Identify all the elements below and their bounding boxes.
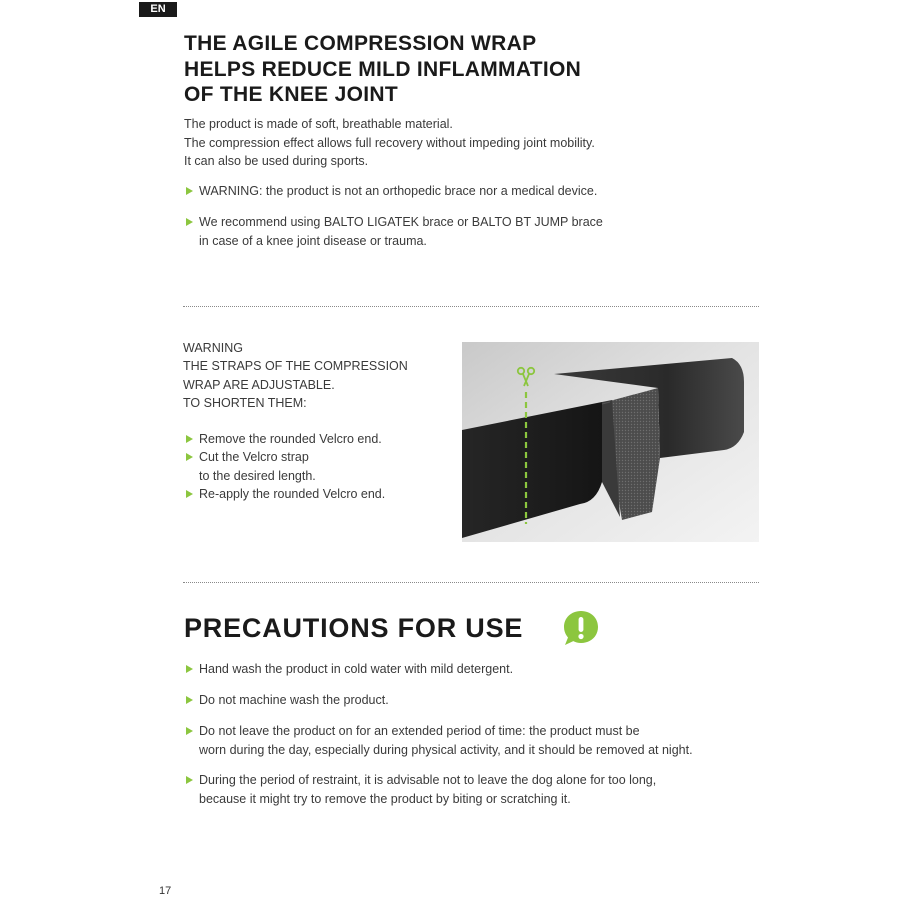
step-line: Re-apply the rounded Velcro end. bbox=[199, 487, 386, 501]
exclamation-icon bbox=[562, 609, 600, 647]
title-line: THE AGILE COMPRESSION WRAP bbox=[184, 32, 537, 55]
title-line: HELPS REDUCE MILD INFLAMMATION bbox=[184, 57, 582, 81]
strap-step bbox=[186, 485, 385, 504]
precaution-item bbox=[186, 660, 513, 679]
item-line: because it might try to remove the product by biting or scratching it. bbox=[199, 791, 571, 806]
step-line: Remove the rounded Velcro end. bbox=[199, 432, 382, 446]
heading-line: THE STRAPS OF THE COMPRESSION bbox=[183, 359, 408, 374]
intro-line: It can also be used during sports. bbox=[184, 154, 369, 168]
strap-warning-heading bbox=[183, 339, 408, 412]
item-line: Do not leave the product on for an extended period of time: the product must be bbox=[199, 724, 640, 738]
section-divider bbox=[183, 306, 759, 307]
step-line: Cut the Velcro strap bbox=[199, 450, 309, 464]
note-line: in case of a knee joint disease or trauma. bbox=[199, 233, 427, 248]
velcro-strap-photo bbox=[462, 342, 759, 542]
note-line: We recommend using BALTO LIGATEK brace or BALTO BT JUMP brace bbox=[199, 215, 603, 229]
item-line: worn during the day, especially during physical activity, and it should be removed at night. bbox=[199, 742, 693, 757]
precautions-title: PRECAUTIONS FOR USE bbox=[184, 613, 524, 643]
heading-line: WARNING bbox=[183, 341, 243, 355]
strap-step bbox=[186, 448, 316, 485]
precaution-item bbox=[186, 771, 656, 808]
title-line: OF THE KNEE JOINT bbox=[184, 83, 398, 106]
intro-line: The product is made of soft, breathable material. bbox=[184, 117, 453, 131]
recommendation-note bbox=[186, 213, 603, 250]
precaution-item bbox=[186, 691, 389, 710]
heading-line: WRAP ARE ADJUSTABLE. bbox=[183, 377, 335, 392]
item-line: Hand wash the product in cold water with mild detergent. bbox=[199, 662, 514, 676]
scissors-icon bbox=[515, 366, 537, 526]
strap-step bbox=[186, 430, 382, 449]
item-line: During the period of restraint, it is advisable not to leave the dog alone for too long, bbox=[199, 773, 657, 787]
note-line: WARNING: the product is not an orthopedic brace nor a medical device. bbox=[199, 184, 598, 198]
language-badge: EN bbox=[139, 2, 177, 17]
intro-line: The compression effect allows full recovery without impeding joint mobility. bbox=[184, 135, 595, 150]
item-line: Do not machine wash the product. bbox=[199, 693, 389, 707]
section-divider bbox=[183, 582, 759, 583]
page-title bbox=[184, 31, 581, 108]
step-line: to the desired length. bbox=[199, 468, 316, 483]
warning-note bbox=[186, 182, 597, 201]
intro-text bbox=[184, 115, 595, 171]
precaution-item bbox=[186, 722, 693, 759]
page-number: 17 bbox=[159, 885, 172, 897]
heading-line: TO SHORTEN THEM: bbox=[183, 395, 307, 410]
